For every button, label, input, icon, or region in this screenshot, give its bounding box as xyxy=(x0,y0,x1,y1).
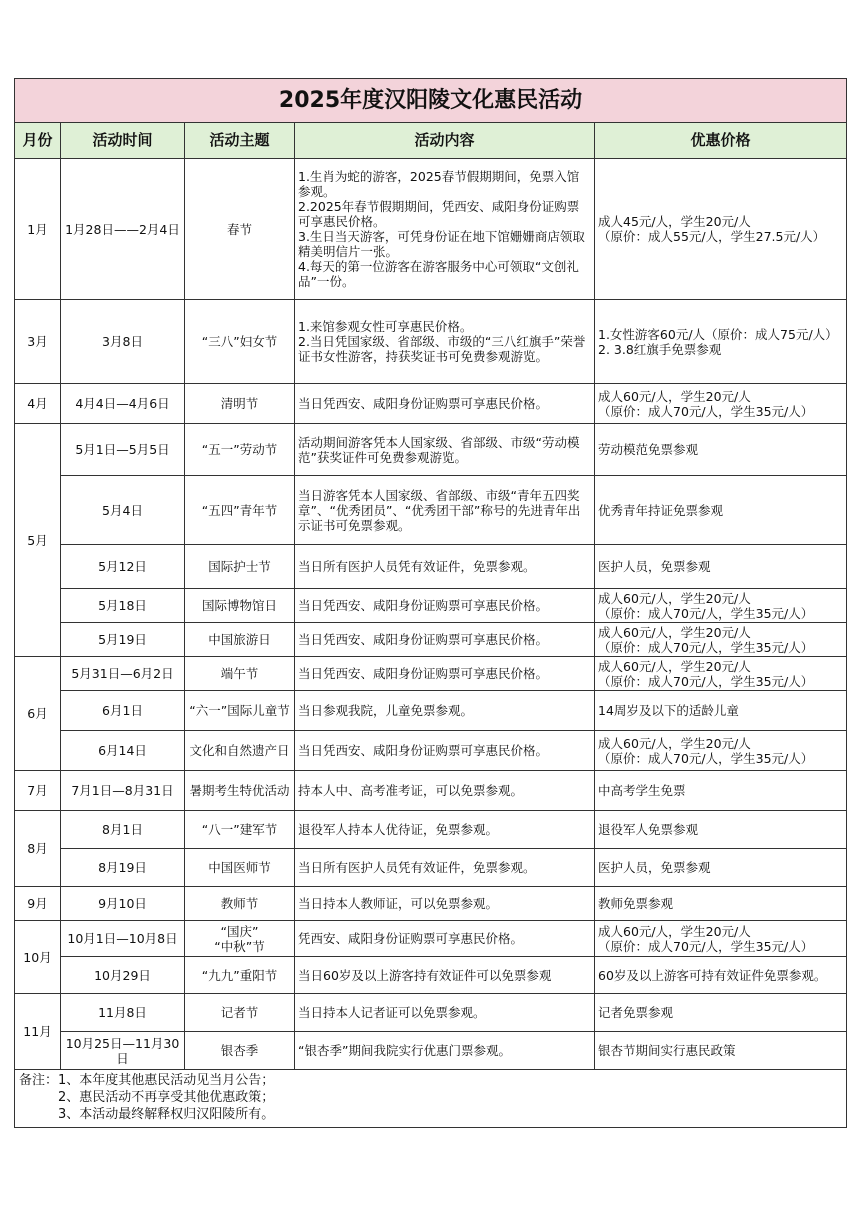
table-row xyxy=(15,887,847,921)
theme-cell: 中国旅游日 xyxy=(185,623,295,657)
price-cell: 成人60元/人，学生20元/人 （原价：成人70元/人，学生35元/人） xyxy=(595,731,847,771)
theme-cell: 文化和自然遗产日 xyxy=(185,731,295,771)
price-cell: 成人60元/人，学生20元/人 （原价：成人70元/人，学生35元/人） xyxy=(595,589,847,623)
time-cell: 5月12日 xyxy=(61,545,185,589)
time-cell: 11月8日 xyxy=(61,994,185,1032)
content-cell: 当日凭西安、咸阳身份证购票可享惠民价格。 xyxy=(295,731,595,771)
table-row xyxy=(15,1032,847,1070)
content-cell: 当日凭西安、咸阳身份证购票可享惠民价格。 xyxy=(295,589,595,623)
month-cell: 11月 xyxy=(15,994,61,1070)
month-cell: 1月 xyxy=(15,159,61,300)
table-row xyxy=(15,921,847,957)
theme-cell: “六一”国际儿童节 xyxy=(185,691,295,731)
price-cell: 劳动模范免票参观 xyxy=(595,424,847,476)
activity-table xyxy=(14,78,847,1128)
price-cell: 14周岁及以下的适龄儿童 xyxy=(595,691,847,731)
time-cell: 7月1日—8月31日 xyxy=(61,771,185,811)
month-cell: 3月 xyxy=(15,300,61,384)
time-cell: 1月28日——2月4日 xyxy=(61,159,185,300)
table-row xyxy=(15,811,847,849)
time-cell: 5月4日 xyxy=(61,476,185,545)
theme-cell: 清明节 xyxy=(185,384,295,424)
theme-cell: 教师节 xyxy=(185,887,295,921)
price-cell: 成人60元/人，学生20元/人 （原价：成人70元/人，学生35元/人） xyxy=(595,921,847,957)
theme-cell: 暑期考生特优活动 xyxy=(185,771,295,811)
time-cell: 9月10日 xyxy=(61,887,185,921)
table-row xyxy=(15,731,847,771)
theme-cell: “三八”妇女节 xyxy=(185,300,295,384)
theme-cell: “五一”劳动节 xyxy=(185,424,295,476)
content-cell: “银杏季”期间我院实行优惠门票参观。 xyxy=(295,1032,595,1070)
content-cell: 持本人中、高考准考证，可以免票参观。 xyxy=(295,771,595,811)
month-cell: 10月 xyxy=(15,921,61,994)
month-cell: 7月 xyxy=(15,771,61,811)
time-cell: 5月18日 xyxy=(61,589,185,623)
table-row xyxy=(15,623,847,657)
content-cell: 当日参观我院，儿童免票参观。 xyxy=(295,691,595,731)
theme-cell: 国际护士节 xyxy=(185,545,295,589)
month-cell: 4月 xyxy=(15,384,61,424)
price-cell: 1.女性游客60元/人（原价：成人75元/人） 2. 3.8红旗手免票参观 xyxy=(595,300,847,384)
table-row xyxy=(15,657,847,691)
content-cell: 1.生肖为蛇的游客，2025春节假期期间，免票入馆参观。 2.2025年春节假期期间，凭西安、咸阳身份证购票可享惠民价格。 3.生日当天游客，可凭身份证在地下馆姗姗商店领取精美明信片一张。 4.每天的第一位游客在游客服务中心可领取“文创礼品”一份。 xyxy=(295,159,595,300)
price-cell: 成人60元/人，学生20元/人 （原价：成人70元/人，学生35元/人） xyxy=(595,657,847,691)
theme-cell: “九九”重阳节 xyxy=(185,957,295,994)
content-cell: 退役军人持本人优待证，免票参观。 xyxy=(295,811,595,849)
table-row xyxy=(15,957,847,994)
time-cell: 3月8日 xyxy=(61,300,185,384)
note-line-3: 3、本活动最终解释权归汉阳陵所有。 xyxy=(58,1107,275,1122)
theme-cell: 国际博物馆日 xyxy=(185,589,295,623)
content-cell: 当日凭西安、咸阳身份证购票可享惠民价格。 xyxy=(295,657,595,691)
theme-cell: “国庆” “中秋”节 xyxy=(185,921,295,957)
time-cell: 4月4日—4月6日 xyxy=(61,384,185,424)
price-cell: 中高考学生免票 xyxy=(595,771,847,811)
theme-cell: 记者节 xyxy=(185,994,295,1032)
note-line-1: 备注：1、本年度其他惠民活动见当月公告； xyxy=(19,1073,275,1088)
theme-cell: 银杏季 xyxy=(185,1032,295,1070)
activity-table-container xyxy=(14,78,846,1128)
time-cell: 6月14日 xyxy=(61,731,185,771)
content-cell: 当日所有医护人员凭有效证件，免票参观。 xyxy=(295,849,595,887)
content-cell: 当日60岁及以上游客持有效证件可以免票参观 xyxy=(295,957,595,994)
content-cell: 当日所有医护人员凭有效证件，免票参观。 xyxy=(295,545,595,589)
content-cell: 当日凭西安、咸阳身份证购票可享惠民价格。 xyxy=(295,623,595,657)
content-cell: 当日持本人教师证，可以免票参观。 xyxy=(295,887,595,921)
time-cell: 10月1日—10月8日 xyxy=(61,921,185,957)
theme-cell: “八一”建军节 xyxy=(185,811,295,849)
notes-cell xyxy=(15,1070,847,1128)
month-cell: 9月 xyxy=(15,887,61,921)
table-row xyxy=(15,691,847,731)
table-row xyxy=(15,771,847,811)
time-cell: 6月1日 xyxy=(61,691,185,731)
month-cell: 6月 xyxy=(15,657,61,771)
header-price: 优惠价格 xyxy=(595,123,847,159)
theme-cell: 春节 xyxy=(185,159,295,300)
content-cell: 活动期间游客凭本人国家级、省部级、市级“劳动模范”获奖证件可免费参观游览。 xyxy=(295,424,595,476)
time-cell: 5月1日—5月5日 xyxy=(61,424,185,476)
price-cell: 成人45元/人，学生20元/人 （原价：成人55元/人，学生27.5元/人） xyxy=(595,159,847,300)
table-title: 2025年度汉阳陵文化惠民活动 xyxy=(15,79,847,123)
price-cell: 成人60元/人，学生20元/人 （原价：成人70元/人，学生35元/人） xyxy=(595,623,847,657)
theme-cell: 中国医师节 xyxy=(185,849,295,887)
content-cell: 凭西安、咸阳身份证购票可享惠民价格。 xyxy=(295,921,595,957)
time-cell: 10月29日 xyxy=(61,957,185,994)
price-cell: 教师免票参观 xyxy=(595,887,847,921)
header-theme: 活动主题 xyxy=(185,123,295,159)
price-cell: 记者免票参观 xyxy=(595,994,847,1032)
content-cell: 当日游客凭本人国家级、省部级、市级“青年五四奖章”、“优秀团员”、“优秀团干部”称号的先进青年出示证书可免票参观。 xyxy=(295,476,595,545)
theme-cell: 端午节 xyxy=(185,657,295,691)
price-cell: 医护人员，免票参观 xyxy=(595,545,847,589)
content-cell: 当日凭西安、咸阳身份证购票可享惠民价格。 xyxy=(295,384,595,424)
time-cell: 8月19日 xyxy=(61,849,185,887)
table-row xyxy=(15,849,847,887)
content-cell: 当日持本人记者证可以免票参观。 xyxy=(295,994,595,1032)
price-cell: 60岁及以上游客可持有效证件免票参观。 xyxy=(595,957,847,994)
time-cell: 10月25日—11月30日 xyxy=(61,1032,185,1070)
price-cell: 医护人员，免票参观 xyxy=(595,849,847,887)
theme-cell: “五四”青年节 xyxy=(185,476,295,545)
table-row xyxy=(15,589,847,623)
header-month: 月份 xyxy=(15,123,61,159)
table-row xyxy=(15,994,847,1032)
month-cell: 5月 xyxy=(15,424,61,657)
note-line-2: 2、惠民活动不再享受其他优惠政策； xyxy=(58,1090,275,1105)
content-cell: 1.来馆参观女性可享惠民价格。 2.当日凭国家级、省部级、市级的“三八红旗手”荣誉证书女性游客，持获奖证书可免费参观游览。 xyxy=(295,300,595,384)
header-time: 活动时间 xyxy=(61,123,185,159)
table-row xyxy=(15,476,847,545)
table-row xyxy=(15,424,847,476)
price-cell: 优秀青年持证免票参观 xyxy=(595,476,847,545)
month-cell: 8月 xyxy=(15,811,61,887)
price-cell: 退役军人免票参观 xyxy=(595,811,847,849)
table-row xyxy=(15,300,847,384)
table-row xyxy=(15,545,847,589)
time-cell: 5月19日 xyxy=(61,623,185,657)
table-row xyxy=(15,384,847,424)
header-content: 活动内容 xyxy=(295,123,595,159)
price-cell: 银杏节期间实行惠民政策 xyxy=(595,1032,847,1070)
time-cell: 8月1日 xyxy=(61,811,185,849)
price-cell: 成人60元/人，学生20元/人 （原价：成人70元/人，学生35元/人） xyxy=(595,384,847,424)
table-row xyxy=(15,159,847,300)
time-cell: 5月31日—6月2日 xyxy=(61,657,185,691)
